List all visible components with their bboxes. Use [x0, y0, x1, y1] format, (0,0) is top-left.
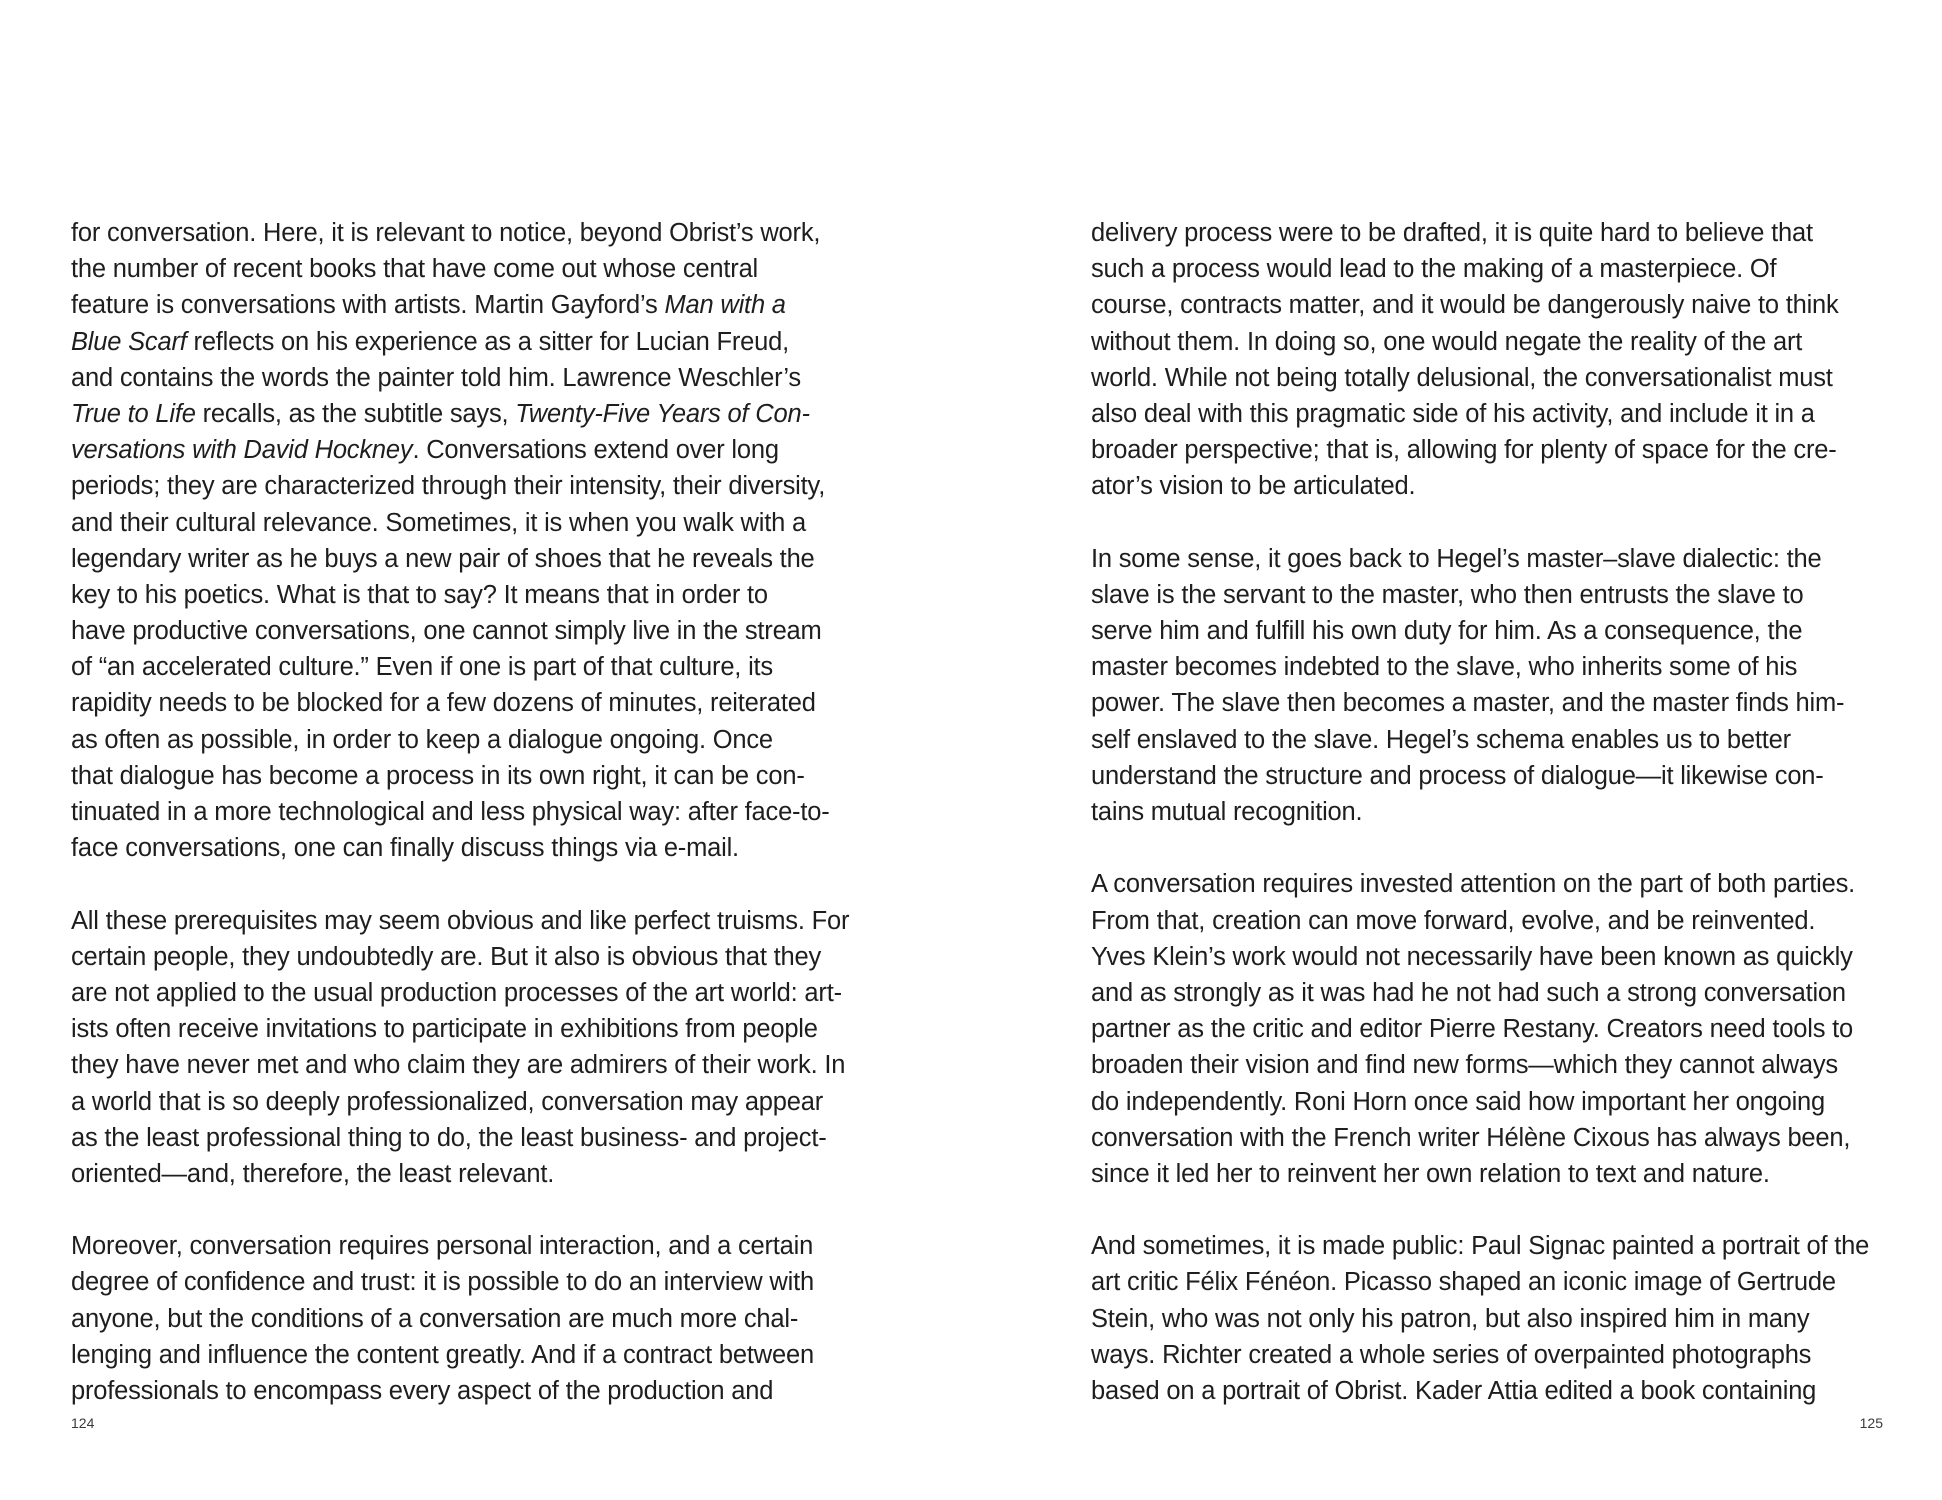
italic-title-text: versations with David Hockney [71, 436, 413, 465]
paragraph [71, 903, 891, 1193]
paragraph-gap [1091, 830, 1911, 866]
text-line [1091, 1228, 1911, 1264]
text-line [71, 1120, 891, 1156]
paragraph-gap [1091, 1192, 1911, 1228]
text-line [1091, 324, 1911, 360]
body-text: a world that is so deeply professionalized, conversation may appear [71, 1087, 824, 1116]
body-text: course, contracts matter, and it would be dangerously naive to think [1091, 291, 1839, 320]
text-line [71, 324, 891, 360]
text-line [1091, 794, 1911, 830]
text-line [1091, 866, 1911, 902]
body-text: tinuated in a more technological and less physical way: after face-to- [71, 798, 830, 826]
body-text: since it led her to reinvent her own relation to text and nature. [1091, 1159, 1770, 1188]
paragraph [1091, 1228, 1911, 1409]
body-text: All these prerequisites may seem obvious and like perfect truisms. For [71, 906, 850, 935]
text-line [71, 1264, 891, 1300]
text-line [71, 577, 891, 613]
body-text: also deal with this pragmatic side of his activity, and include it in a [1091, 399, 1815, 428]
text-line [71, 903, 891, 939]
text-line [1091, 1373, 1911, 1409]
body-text: based on a portrait of Obrist. Kader Attia edited a book containing [1091, 1377, 1817, 1405]
body-text: broader perspective; that is, allowing for plenty of space for the cre- [1091, 436, 1837, 465]
text-line [1091, 251, 1911, 287]
text-line [71, 1337, 891, 1373]
text-line [71, 251, 891, 287]
body-text: periods; they are characterized through their intensity, their diversity, [71, 472, 826, 501]
text-line [71, 1228, 891, 1264]
body-text: Yves Klein’s work would not necessarily have been known as quickly [1091, 942, 1853, 971]
text-line [1091, 613, 1911, 649]
body-text: degree of confidence and trust: it is possible to do an interview with [71, 1268, 814, 1297]
text-line [1091, 758, 1911, 794]
text-line [71, 1373, 891, 1409]
text-line [1091, 722, 1911, 758]
body-text: are not applied to the usual production processes of the art world: art- [71, 978, 842, 1007]
italic-title-text: Man with a [664, 291, 786, 320]
italic-title-text: Twenty-Five Years of Con- [515, 399, 810, 428]
paragraph [1091, 215, 1911, 505]
text-line [1091, 1084, 1911, 1120]
text-line [71, 613, 891, 649]
body-text: do independently. Roni Horn once said how important her ongoing [1091, 1087, 1825, 1116]
text-line [71, 794, 891, 830]
paragraph-gap [71, 866, 891, 902]
body-text: partner as the critic and editor Pierre Restany. Creators need tools to [1091, 1015, 1854, 1044]
body-text: And sometimes, it is made public: Paul Signac painted a portrait of the [1091, 1232, 1870, 1261]
body-text: of “an accelerated culture.” Even if one is part of that culture, its [71, 653, 773, 682]
body-text: professionals to encompass every aspect of the production and [71, 1377, 774, 1405]
paragraph-gap [71, 1192, 891, 1228]
body-text: without them. In doing so, one would negate the reality of the art [1091, 327, 1803, 356]
body-text: feature is conversations with artists. Martin Gayford’s [71, 291, 665, 320]
body-text: understand the structure and process of dialogue—it likewise con- [1091, 761, 1824, 790]
text-line [71, 975, 891, 1011]
text-line [71, 468, 891, 504]
paragraph [1091, 541, 1911, 831]
left-text-column [71, 215, 891, 1409]
right-page [971, 0, 1942, 1500]
body-text: recalls, as the subtitle says, [195, 399, 516, 428]
body-text: tains mutual recognition. [1091, 798, 1363, 826]
body-text: such a process would lead to the making of a masterpiece. Of [1091, 255, 1777, 284]
text-line [71, 505, 891, 541]
text-line [1091, 360, 1911, 396]
text-line [1091, 1156, 1911, 1192]
body-text: have productive conversations, one cannot simply live in the stream [71, 617, 822, 646]
body-text: A conversation requires invested attention on the part of both parties. [1091, 870, 1856, 899]
page-number: 124 [71, 1415, 95, 1431]
text-line [71, 541, 891, 577]
body-text: lenging and influence the content greatly. And if a contract between [71, 1340, 814, 1369]
text-line [1091, 432, 1911, 468]
text-line [71, 649, 891, 685]
text-line [71, 939, 891, 975]
text-line [1091, 287, 1911, 323]
body-text: rapidity needs to be blocked for a few dozens of minutes, reiterated [71, 689, 816, 718]
text-line [71, 685, 891, 721]
text-line [1091, 903, 1911, 939]
body-text: ways. Richter created a whole series of overpainted photographs [1091, 1340, 1812, 1369]
body-text: world. While not being totally delusional, the conversationalist must [1091, 363, 1833, 392]
body-text: . Conversations extend over long [412, 436, 779, 465]
text-line [71, 360, 891, 396]
body-text: and their cultural relevance. Sometimes, it is when you walk with a [71, 508, 806, 537]
paragraph-gap [1091, 505, 1911, 541]
text-line [1091, 1047, 1911, 1083]
body-text: ator’s vision to be articulated. [1091, 472, 1416, 501]
body-text: and contains the words the painter told him. Lawrence Weschler’s [71, 363, 801, 392]
body-text: they have never met and who claim they are admirers of their work. In [71, 1051, 846, 1080]
body-text: self enslaved to the slave. Hegel’s schema enables us to better [1091, 725, 1791, 754]
body-text: power. The slave then becomes a master, and the master finds him- [1091, 689, 1845, 718]
body-text: as the least professional thing to do, the least business- and project- [71, 1123, 827, 1152]
body-text: legendary writer as he buys a new pair of shoes that he reveals the [71, 544, 815, 573]
text-line [1091, 1264, 1911, 1300]
paragraph [71, 215, 891, 866]
text-line [71, 1011, 891, 1047]
body-text: anyone, but the conditions of a conversation are much more chal- [71, 1304, 799, 1333]
body-text: for conversation. Here, it is relevant to notice, beyond Obrist’s work, [71, 219, 821, 247]
text-line [1091, 975, 1911, 1011]
text-line [71, 287, 891, 323]
paragraph [1091, 866, 1911, 1192]
text-line [1091, 396, 1911, 432]
text-line [1091, 541, 1911, 577]
body-text: From that, creation can move forward, evolve, and be reinvented. [1091, 906, 1816, 935]
body-text: certain people, they undoubtedly are. But it also is obvious that they [71, 942, 822, 971]
body-text: that dialogue has become a process in its own right, it can be con- [71, 761, 805, 790]
text-line [71, 1047, 891, 1083]
body-text: as often as possible, in order to keep a dialogue ongoing. Once [71, 725, 773, 754]
text-line [71, 1156, 891, 1192]
body-text: slave is the servant to the master, who then entrusts the slave to [1091, 580, 1804, 609]
right-text-column [1091, 215, 1911, 1409]
body-text: conversation with the French writer Hélène Cixous has always been, [1091, 1123, 1851, 1152]
text-line [1091, 649, 1911, 685]
text-line [71, 830, 891, 866]
body-text: serve him and fulfill his own duty for him. As a consequence, the [1091, 617, 1803, 646]
text-line [71, 396, 891, 432]
text-line [1091, 939, 1911, 975]
text-line [1091, 577, 1911, 613]
text-line [1091, 685, 1911, 721]
text-line [1091, 1301, 1911, 1337]
text-line [1091, 1011, 1911, 1047]
body-text: key to his poetics. What is that to say? It means that in order to [71, 580, 768, 609]
text-line [1091, 1120, 1911, 1156]
body-text: face conversations, one can finally discuss things via e-mail. [71, 834, 739, 863]
body-text: the number of recent books that have come out whose central [71, 255, 759, 284]
body-text: art critic Félix Fénéon. Picasso shaped an iconic image of Gertrude [1091, 1268, 1836, 1297]
body-text: In some sense, it goes back to Hegel’s master–slave dialectic: the [1091, 544, 1822, 573]
body-text: Stein, who was not only his patron, but also inspired him in many [1091, 1304, 1810, 1333]
text-line [1091, 215, 1911, 251]
italic-title-text: True to Life [71, 399, 196, 428]
text-line [71, 1084, 891, 1120]
page-number: 125 [1859, 1415, 1883, 1431]
body-text: ists often receive invitations to participate in exhibitions from people [71, 1015, 818, 1044]
body-text: oriented—and, therefore, the least relevant. [71, 1159, 555, 1188]
body-text: broaden their vision and find new forms—which they cannot always [1091, 1051, 1838, 1080]
body-text: and as strongly as it was had he not had such a strong conversation [1091, 978, 1846, 1007]
body-text: reflects on his experience as a sitter for Lucian Freud, [186, 327, 789, 356]
text-line [71, 1301, 891, 1337]
body-text: Moreover, conversation requires personal interaction, and a certain [71, 1232, 814, 1261]
text-line [71, 722, 891, 758]
text-line [1091, 468, 1911, 504]
italic-title-text: Blue Scarf [71, 327, 187, 356]
body-text: delivery process were to be drafted, it is quite hard to believe that [1091, 219, 1813, 247]
body-text: master becomes indebted to the slave, who inherits some of his [1091, 653, 1798, 682]
paragraph [71, 1228, 891, 1409]
text-line [71, 215, 891, 251]
text-line [71, 432, 891, 468]
text-line [1091, 1337, 1911, 1373]
text-line [71, 758, 891, 794]
